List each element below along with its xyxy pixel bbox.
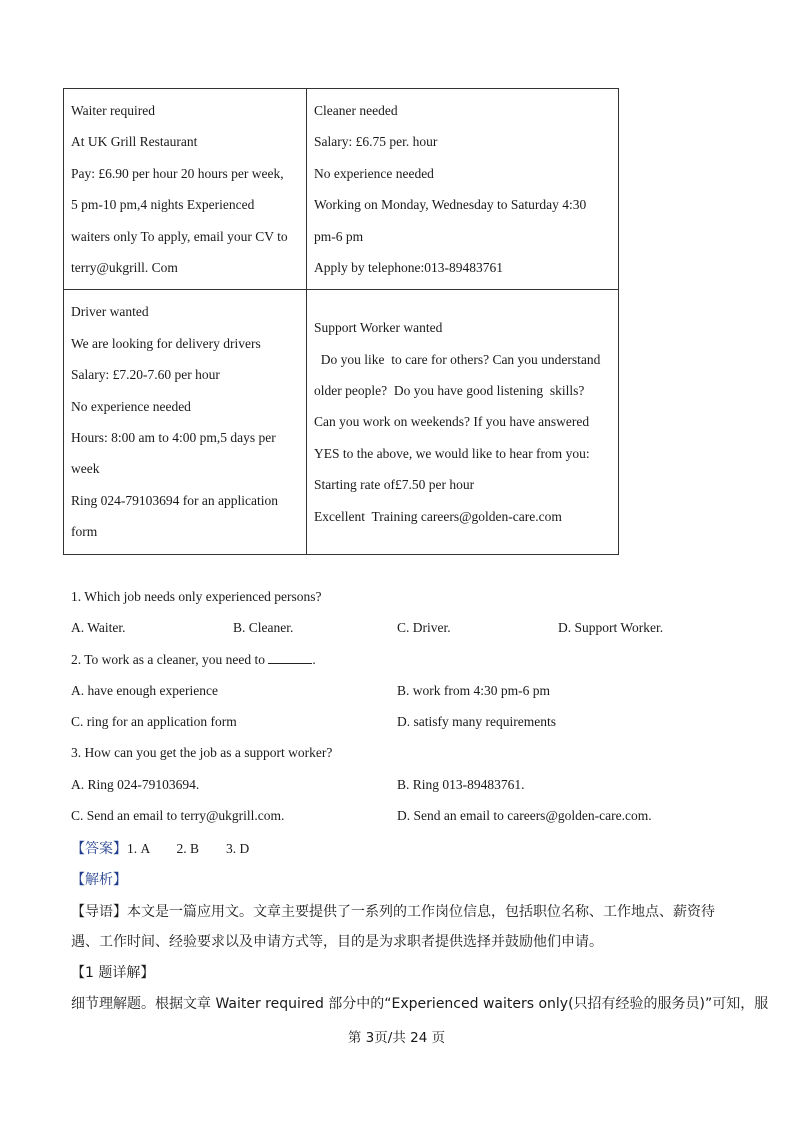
ad-line: We are looking for delivery drivers [71, 335, 261, 351]
option-b: B. Cleaner. [233, 620, 294, 635]
option-c: C. Driver. [397, 620, 451, 635]
ad-line: Cleaner needed [314, 103, 398, 118]
question-2-text: 2. To work as a cleaner, you need to [71, 652, 265, 667]
option-b: B. Ring 013-89483761. [397, 777, 525, 792]
option-a: A. have enough experience [71, 683, 218, 698]
ad-line: Salary: £7.20-7.60 per hour [71, 367, 220, 383]
ad-line: week [71, 461, 100, 477]
ad-line: Starting rate of£7.50 per hour [314, 477, 475, 493]
ad-line: Hours: 8:00 am to 4:00 pm,5 days per [71, 430, 276, 446]
ad-line: Ring 024-79103694 for an application [71, 492, 278, 508]
ad-line: waiters only To apply, email your CV to [71, 228, 288, 244]
ad-line: Excellent Training careers@golden-care.com [314, 508, 562, 524]
answer-line [71, 838, 249, 858]
ad-line: 5 pm-10 pm,4 nights Experienced [71, 197, 255, 213]
question-3-options-row-1 [71, 777, 771, 797]
guide-label: 【导语】 [71, 904, 127, 920]
waiter-ad-cell [64, 89, 307, 290]
ad-line: Do you like to care for others? Can you understand [314, 351, 601, 367]
ad-line: Driver wanted [71, 304, 149, 320]
guide-text: 本文是一篇应用文。文章主要提供了一系列的工作岗位信息，包括职位名称、工作地点、薪资待 [127, 904, 715, 920]
analysis-label: 【解析】 [71, 872, 127, 888]
option-d: D. Send an email to careers@golden-care.com. [397, 808, 652, 823]
page-footer: 第 3页/共 24 页 [347, 1030, 446, 1046]
ad-line: No experience needed [71, 398, 191, 414]
question-3-options-row-2 [71, 808, 771, 828]
ad-line: Pay: £6.90 per hour 20 hours per week, [71, 165, 284, 181]
answer-blank [268, 651, 312, 664]
guide-line-2: 遇、工作时间、经验要求以及申请方式等，目的是为求职者提供选择并鼓励他们申请。 [71, 934, 603, 950]
option-d: D. Support Worker. [558, 620, 664, 635]
ad-line: YES to the above, we would like to hear from you: [314, 445, 590, 461]
ad-line: Salary: £6.75 per. hour [314, 134, 438, 150]
ad-line: pm-6 pm [314, 228, 364, 244]
answer-label: 【答案】 [71, 841, 127, 857]
detail-1-text: 细节理解题。根据文章 Waiter required 部分中的“Experienced waiters only(只招有经验的服务员)”可知，服 [71, 996, 769, 1012]
ad-line: No experience needed [314, 165, 434, 181]
ad-line: At UK Grill Restaurant [71, 134, 198, 150]
option-b: B. work from 4:30 pm-6 pm [397, 683, 550, 698]
cleaner-ad-cell [307, 89, 619, 290]
question-2-end: . [312, 652, 316, 667]
ad-line: Waiter required [71, 103, 155, 118]
ad-line: Support Worker wanted [314, 320, 443, 336]
ad-line: older people? Do you have good listening skills? [314, 382, 585, 398]
ad-line: Working on Monday, Wednesday to Saturday 4:30 [314, 197, 587, 213]
question-1: 1. Which job needs only experienced persons? [71, 589, 322, 604]
ad-line: terry@ukgrill. Com [71, 260, 178, 276]
question-3: 3. How can you get the job as a support worker? [71, 745, 333, 760]
table-row [64, 290, 619, 554]
support-ad-cell [307, 290, 619, 554]
question-2-options-row-1 [71, 683, 771, 703]
ad-line: form [71, 524, 98, 540]
question-1-options [71, 620, 771, 640]
option-c: C. Send an email to terry@ukgrill.com. [71, 808, 285, 823]
question-2 [71, 651, 316, 668]
job-ads-table [63, 88, 619, 555]
guide-line-1 [71, 901, 715, 921]
detail-1-label: 【1 题详解】 [71, 965, 155, 981]
option-d: D. satisfy many requirements [397, 714, 556, 729]
question-2-options-row-2 [71, 714, 771, 734]
answer-text: 1. A 2. B 3. D [127, 841, 250, 856]
ad-line: Apply by telephone:013-89483761 [314, 260, 503, 276]
option-a: A. Ring 024-79103694. [71, 777, 200, 792]
table-row [64, 89, 619, 290]
option-c: C. ring for an application form [71, 714, 237, 729]
ad-line: Can you work on weekends? If you have answered [314, 414, 590, 430]
option-a: A. Waiter. [71, 620, 126, 635]
driver-ad-cell [64, 290, 307, 554]
